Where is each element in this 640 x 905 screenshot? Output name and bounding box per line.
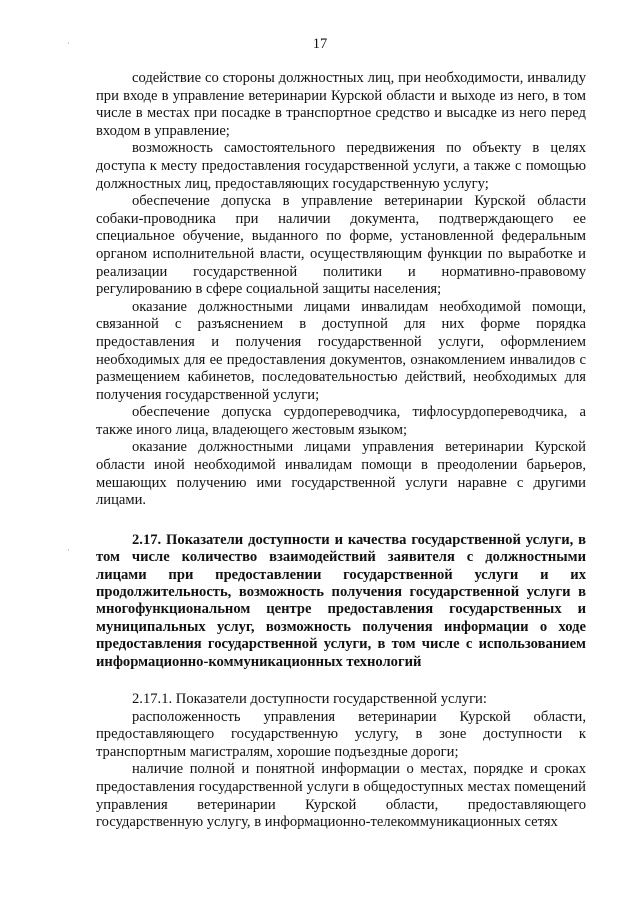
- list-item-information: наличие полной и понятной информации о местах, порядке и сроках предоставления государственной услуги в общедоступных местах помещений управления ветеринарии Курской области, предоставляющего государственную услугу, в информационно-телекоммуникационных сетях: [96, 761, 586, 831]
- subsection-heading: 2.17.1. Показатели доступности государственной услуги:: [132, 691, 487, 708]
- paragraph-independent-movement: возможность самостоятельного передвижения по объекту в целях доступа к месту предоставления государственной услуги, а также с помощью должностных лиц, предоставляющих государственную услугу;: [96, 140, 586, 192]
- paragraph-assistance-entry: содействие со стороны должностных лиц, при необходимости, инвалиду при входе в управление ветеринарии Курской области и выходе из него, в том числе в местах при посадке в транспортное средство и высадке из него перед входом в управление;: [96, 70, 586, 139]
- paragraph-other-assistance: оказание должностными лицами управления ветеринарии Курской области иной необходимой инвалидам помощи в преодолении барьеров, мешающих получению ими государственной услуги наравне с другими лицами.: [96, 439, 586, 509]
- document-body: [96, 70, 586, 832]
- page-number: 17: [312, 36, 328, 52]
- margin-tick: ·: [67, 38, 70, 48]
- paragraph-sign-interpreter: обеспечение допуска сурдопереводчика, тифлосурдопереводчика, а также иного лица, владеющего жестовым языком;: [96, 404, 586, 438]
- list-item-location: расположенность управления ветеринарии Курской области, предоставляющего государственную услугу, в зоне доступности к транспортным магистралям, хорошие подъездные дороги;: [96, 708, 586, 760]
- margin-tick: ·: [67, 545, 70, 555]
- paragraph-guide-dog-access: обеспечение допуска в управление ветеринарии Курской области собаки-проводника при наличии документа, подтверждающего ее специальное обучение, выданного по форме, установленной федеральным органом исполнительной власти, осуществляющим функции по выработке и реализации государственной политики и нормативно-правовому регулированию в сфере социальной защиты населения;: [96, 193, 586, 298]
- paragraph-officials-help: оказание должностными лицами инвалидам необходимой помощи, связанной с разъяснением в доступной для них форме порядка предоставления и получения государственной услуги, оформлением необходимых для ее предоставления документов, ознакомлением инвалидов с размещением кабинетов, последовательностью действий, необходимых для получения государственной услуги;: [96, 298, 586, 403]
- section-heading: 2.17. Показатели доступности и качества государственной услуги, в том числе количество взаимодействий заявителя с должностными лицами при предоставлении государственной услуги и их продолжительность, возможность получения государственной услуги в многофункциональном центре предоставления государственных и муниципальных услуг, возможность получения информации о ходе предоставления государственной услуги, в том числе с использованием информационно-коммуникационных технологий: [96, 531, 586, 670]
